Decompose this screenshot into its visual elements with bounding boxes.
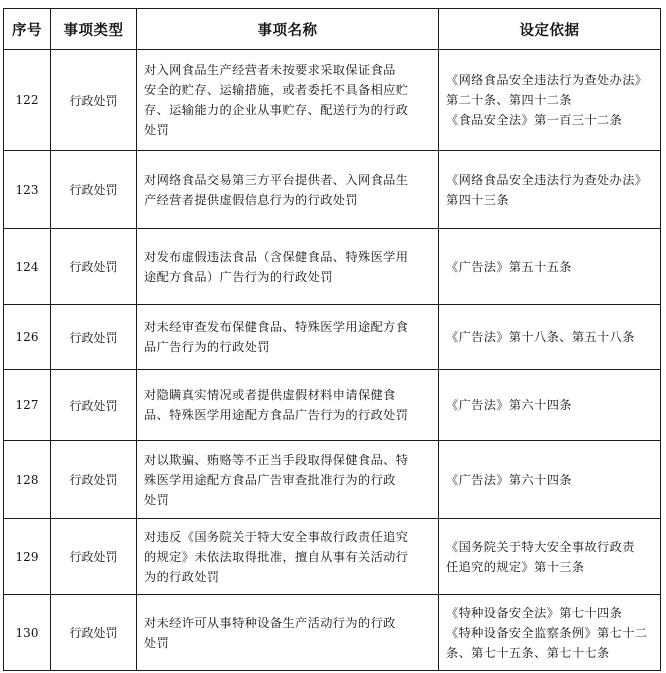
item-name-line: 处罚: [144, 635, 170, 650]
legal-basis-cell: [439, 441, 661, 519]
table-row: [4, 595, 661, 671]
item-name-line: 安全的贮存、运输措施，或者委托不具备相应贮: [144, 83, 409, 97]
legal-basis-line: 《网络食品安全违法行为查处办法》: [446, 172, 648, 187]
legal-basis-line: 《食品安全法》第一百三十二条: [446, 113, 623, 127]
item-name-line: 处罚: [144, 123, 170, 137]
header-legal-basis: 设定依据: [439, 9, 661, 50]
item-name-cell: [137, 370, 439, 441]
item-name-line: 的规定》未依法取得批准，擅自从事有关活动行: [144, 549, 409, 564]
item-name-line: 对以欺骗、贿赂等不正当手段取得保健食品、特: [144, 452, 409, 467]
item-name-cell: [137, 151, 439, 229]
item-name-line: 为的行政处罚: [144, 569, 220, 584]
item-name-line: 对隐瞒真实情况或者提供虚假材料申请保健食: [144, 388, 396, 402]
item-name-cell: [137, 519, 439, 595]
item-name-line: 存、运输能力的企业从事贮存、配送行为的行政: [144, 103, 409, 117]
item-name-line: 处罚: [144, 492, 170, 507]
item-name-line: 对发布虚假违法食品（含保健食品、特殊医学用: [144, 249, 409, 264]
legal-basis-line: 条、第七十五条、第七十七条: [446, 645, 610, 660]
item-type-cell: 行政处罚: [51, 229, 137, 305]
item-name-line: 品广告行为的行政处罚: [144, 340, 270, 354]
item-name-cell: [137, 595, 439, 671]
item-name-line: 对未经审查发布保健食品、特殊医学用途配方食: [144, 320, 409, 334]
item-name-line: 对入网食品生产经营者未按要求采取保证食品: [144, 63, 396, 77]
header-serial-number: 序号: [4, 9, 51, 50]
item-name-cell: [137, 50, 439, 151]
item-name-line: 对违反《国务院关于特大安全事故行政责任追究: [144, 529, 409, 544]
table-body: [4, 50, 661, 671]
legal-basis-line: 第四十三条: [446, 192, 509, 207]
table-row: [4, 229, 661, 305]
item-name-cell: [137, 305, 439, 370]
table-header-row: [4, 9, 661, 50]
legal-basis-line: 《广告法》第五十五条: [446, 259, 572, 274]
item-name-cell: [137, 229, 439, 305]
item-type-cell: 行政处罚: [51, 151, 137, 229]
item-name-line: 对网络食品交易第三方平台提供者、入网食品生: [144, 172, 409, 187]
item-name-line: 产经营者提供虚假信息行为的行政处罚: [144, 192, 358, 207]
item-type-cell: 行政处罚: [51, 50, 137, 151]
item-type-cell: 行政处罚: [51, 305, 137, 370]
legal-basis-cell: [439, 595, 661, 671]
serial-number-cell: 130: [4, 595, 51, 671]
item-name-line: 途配方食品）广告行为的行政处罚: [144, 269, 333, 284]
serial-number-cell: 124: [4, 229, 51, 305]
item-type-cell: 行政处罚: [51, 595, 137, 671]
legal-basis-cell: [439, 50, 661, 151]
table-row: [4, 370, 661, 441]
legal-basis-cell: [439, 151, 661, 229]
serial-number-cell: 129: [4, 519, 51, 595]
legal-basis-line: 第二十条、第四十二条: [446, 93, 572, 107]
legal-basis-cell: [439, 305, 661, 370]
administrative-penalty-table: [3, 8, 661, 671]
item-type-cell: 行政处罚: [51, 370, 137, 441]
legal-basis-line: 《国务院关于特大安全事故行政责: [446, 539, 635, 554]
header-item-type: 事项类型: [51, 9, 137, 50]
table-row: [4, 441, 661, 519]
legal-basis-line: 任追究的规定》第十三条: [446, 559, 585, 574]
legal-basis-cell: [439, 519, 661, 595]
item-type-cell: 行政处罚: [51, 441, 137, 519]
table-row: [4, 151, 661, 229]
header-item-name: 事项名称: [137, 9, 439, 50]
legal-basis-line: 《广告法》第六十四条: [446, 398, 572, 412]
item-type-cell: 行政处罚: [51, 519, 137, 595]
legal-basis-cell: [439, 370, 661, 441]
serial-number-cell: 126: [4, 305, 51, 370]
item-name-line: 品、特殊医学用途配方食品广告行为的行政处罚: [144, 408, 409, 422]
legal-basis-line: 《网络食品安全违法行为查处办法》: [446, 73, 648, 87]
item-name-cell: [137, 441, 439, 519]
table-row: [4, 305, 661, 370]
serial-number-cell: 122: [4, 50, 51, 151]
serial-number-cell: 123: [4, 151, 51, 229]
legal-basis-line: 《特种设备安全监察条例》第七十二: [446, 625, 648, 640]
serial-number-cell: 127: [4, 370, 51, 441]
legal-basis-cell: [439, 229, 661, 305]
table-row: [4, 50, 661, 151]
item-name-line: 殊医学用途配方食品广告审查批准行为的行政: [144, 472, 396, 487]
table-row: [4, 519, 661, 595]
legal-basis-line: 《广告法》第十八条、第五十八条: [446, 330, 635, 344]
legal-basis-line: 《广告法》第六十四条: [446, 472, 572, 487]
serial-number-cell: 128: [4, 441, 51, 519]
legal-basis-line: 《特种设备安全法》第七十四条: [446, 605, 623, 620]
item-name-line: 对未经许可从事特种设备生产活动行为的行政: [144, 615, 396, 630]
